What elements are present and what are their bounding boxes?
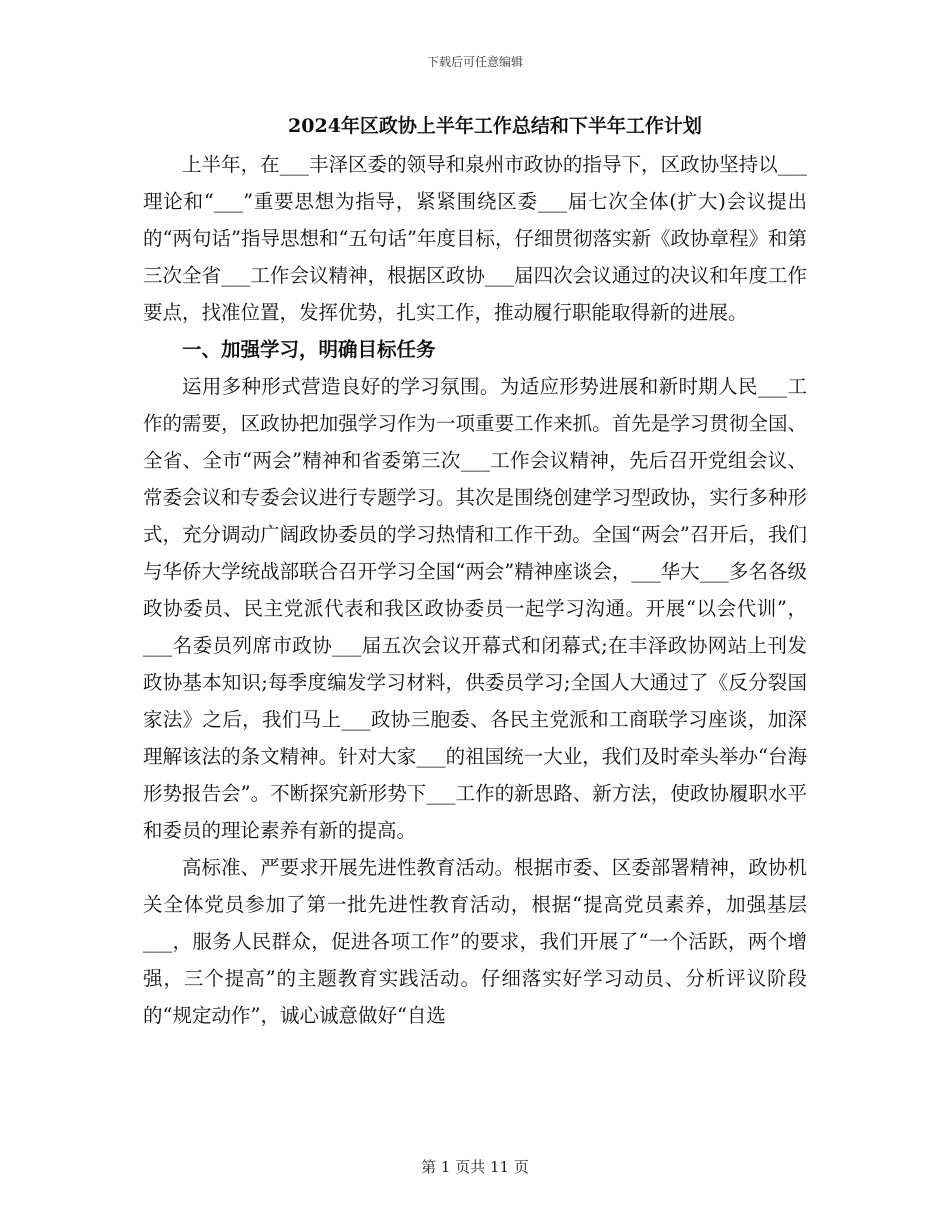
intro-paragraph: 上半年，在___丰泽区委的领导和泉州市政协的指导下，区政协坚持以___理论和“___”重要思想为指导，紧紧围绕区委___届七次全体(扩大)会议提出的“两句话”指导思想和“五句话”年度目标，仔细贯彻落实新《政协章程》和第三次全省___工作会议精神，根据区政协___届四次会议通过的决议和年度工作要点，找准位置，发挥优势，扎实工作，推动履行职能取得新的进展。	[143, 153, 807, 324]
page-header: 下载后可任意编辑	[426, 55, 523, 69]
section-heading-1: 一、加强学习，明确目标任务	[182, 338, 436, 361]
section1-paragraph-1: 运用多种形式营造良好的学习氛围。为适应形势进展和新时期人民___工作的需要，区政协把加强学习作为一项重要工作来抓。首先是学习贯彻全国、全省、全市“两会”精神和省委第三次___工作会议精神，先后召开党组会议、常委会议和专委会议进行专题学习。其次是围绕创建学习型政协，实行多种形式，充分调动广阔政协委员的学习热情和工作干劲。全国“两会”召开后，我们与华侨大学统战部联合召开学习全国“两会”精神座谈会，___华大___多名各级政协委员、民主党派代表和我区政协委员一起学习沟通。开展“以会代训”，___名委员列席市政协___届五次会议开幕式和闭幕式;在丰泽政协网站上刊发政协基本知识;每季度编发学习材料，供委员学习;全国人大通过了《反分裂国家法》之后，我们马上___政协三胞委、各民主党派和工商联学习座谈，加深理解该法的条文精神。针对大家___的祖国统一大业，我们及时牵头举办“台海形势报告会”。不断探究新形势下___工作的新思路、新方法，使政协履职水平和委员的理论素养有新的提高。	[143, 375, 807, 842]
page-footer: 第 1 页共 11 页	[421, 1158, 529, 1176]
section1-paragraph-2: 高标准、严要求开展先进性教育活动。根据市委、区委部署精神，政协机关全体党员参加了第一批先进性教育活动，根据“提高党员素养，加强基层___，服务人民群众，促进各项工作”的要求，我们开展了“一个活跃，两个增强，三个提高”的主题教育实践活动。仔细落实好学习动员、分析评议阶段的“规定动作”，诚心诚意做好“自选	[143, 856, 807, 1027]
document-body	[143, 110, 807, 1034]
document-title: 2024年区政协上半年工作总结和下半年工作计划	[288, 115, 702, 137]
